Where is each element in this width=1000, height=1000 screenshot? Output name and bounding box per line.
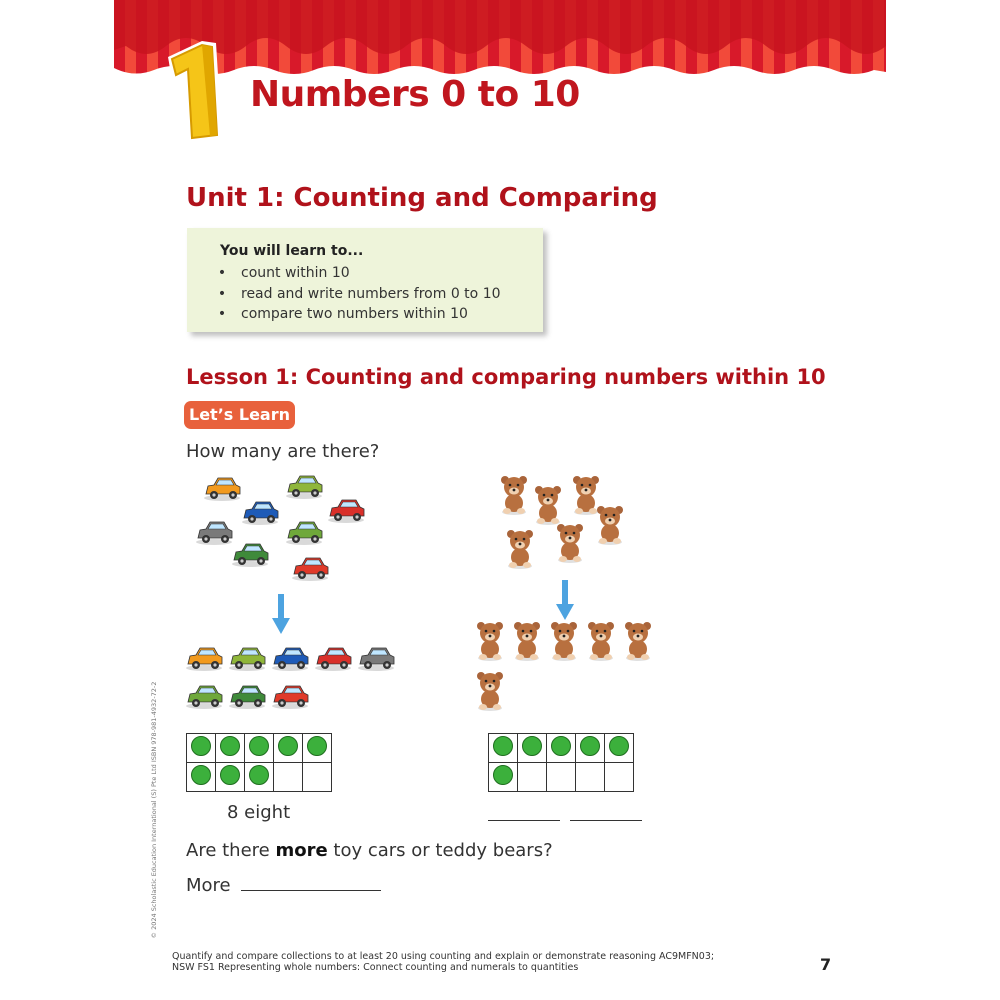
counter-dot: [307, 736, 327, 756]
scattered-toy-cars-illustration: [192, 470, 372, 590]
scattered-teddy-bears-illustration: [498, 474, 638, 584]
toy-car-icon: [286, 476, 322, 499]
teddy-bear-icon: [477, 622, 503, 661]
chapter-number-badge: [154, 35, 234, 145]
ten-frame-bears: [488, 733, 634, 792]
ten-frame-cell: [303, 763, 332, 792]
lesson-title: Lesson 1: Counting and comparing numbers within 10: [186, 365, 826, 389]
toy-car-icon: [328, 500, 364, 523]
toy-car-icon: [232, 544, 268, 567]
ten-frame-cell: [489, 763, 518, 792]
counter-dot: [220, 736, 240, 756]
teddy-bear-icon: [557, 524, 583, 563]
ten-frame-cell: [576, 763, 605, 792]
curriculum-footer: [172, 951, 772, 973]
arranged-toy-cars-illustration: [184, 642, 404, 718]
comparison-question: Are there more toy cars or teddy bears?: [186, 840, 553, 861]
toy-car-icon: [196, 522, 232, 545]
emphasis-more: more: [275, 840, 328, 861]
bears-word-blank[interactable]: [570, 820, 642, 821]
teddy-bear-icon: [477, 672, 503, 711]
more-answer-label: More: [186, 875, 231, 896]
learning-objectives-heading: You will learn to...: [220, 243, 364, 259]
teddy-bear-icon: [514, 622, 540, 661]
objective-item: • count within 10: [203, 263, 501, 284]
ten-frame-cars: [186, 733, 332, 792]
counter-dot: [278, 736, 298, 756]
teddy-bear-icon: [573, 476, 599, 515]
ten-frame-cell: [547, 734, 576, 763]
ten-frame-cell: [187, 734, 216, 763]
unit-title: Unit 1: Counting and Comparing: [186, 183, 658, 213]
teddy-bear-icon: [551, 622, 577, 661]
copyright-notice: © 2024 Scholastic Education International (S) Pte Ltd ISBN 978-981-4932-72-2: [150, 681, 158, 939]
bears-numeral-blank[interactable]: [488, 820, 560, 821]
page-number: 7: [820, 955, 832, 974]
workbook-page: [114, 0, 886, 1000]
toy-car-icon: [292, 558, 328, 581]
toy-car-icon: [186, 648, 222, 671]
ten-frame-cell: [274, 734, 303, 763]
counter-dot: [493, 765, 513, 785]
ten-frame-cell: [187, 763, 216, 792]
counting-question: How many are there?: [186, 441, 380, 462]
counter-dot: [580, 736, 600, 756]
counter-dot: [220, 765, 240, 785]
footer-line: Quantify and compare collections to at least 20 using counting and explain or demonstrate reasoning AC9MFN03;: [172, 951, 715, 962]
teddy-bear-icon: [597, 506, 623, 545]
counter-dot: [522, 736, 542, 756]
counter-dot: [191, 736, 211, 756]
toy-car-icon: [315, 648, 351, 671]
ten-frame-cell: [518, 763, 547, 792]
toy-car-icon: [272, 686, 308, 709]
toy-car-icon: [242, 502, 278, 525]
ten-frame-cell: [216, 734, 245, 763]
ten-frame-cell: [576, 734, 605, 763]
counter-dot: [609, 736, 629, 756]
lets-learn-badge: Let’s Learn: [184, 401, 295, 429]
learning-objectives-list: [203, 263, 501, 325]
teddy-bear-icon: [625, 622, 651, 661]
toy-car-icon: [272, 648, 308, 671]
counter-dot: [249, 765, 269, 785]
teddy-bear-icon: [501, 476, 527, 515]
ten-frame-cell: [605, 734, 634, 763]
ten-frame-cell: [245, 734, 274, 763]
toy-car-icon: [358, 648, 394, 671]
chapter-title: Numbers 0 to 10: [250, 74, 580, 115]
toy-car-icon: [229, 686, 265, 709]
ten-frame-cell: [489, 734, 518, 763]
ten-frame-cell: [547, 763, 576, 792]
toy-car-icon: [286, 522, 322, 545]
arranged-teddy-bears-illustration: [474, 620, 664, 720]
down-arrow-icon: [556, 580, 574, 620]
teddy-bear-icon: [535, 486, 561, 525]
ten-frame-cell: [274, 763, 303, 792]
teddy-bear-icon: [507, 530, 533, 569]
down-arrow-icon: [272, 594, 290, 634]
objective-item: • compare two numbers within 10: [203, 304, 501, 325]
ten-frame-cell: [303, 734, 332, 763]
learning-objectives-box: [187, 228, 543, 332]
ten-frame-cell: [605, 763, 634, 792]
counter-dot: [493, 736, 513, 756]
more-answer-blank[interactable]: [241, 890, 381, 891]
ten-frame-cell: [518, 734, 547, 763]
counter-dot: [551, 736, 571, 756]
cars-count-answer: 8 eight: [227, 802, 291, 823]
ten-frame-cell: [245, 763, 274, 792]
ten-frame-cell: [216, 763, 245, 792]
teddy-bear-icon: [588, 622, 614, 661]
footer-line: NSW FS1 Representing whole numbers: Connect counting and numerals to quantities: [172, 962, 579, 973]
toy-car-icon: [204, 478, 240, 501]
toy-car-icon: [186, 686, 222, 709]
toy-car-icon: [229, 648, 265, 671]
counter-dot: [191, 765, 211, 785]
counter-dot: [249, 736, 269, 756]
objective-item: • read and write numbers from 0 to 10: [203, 284, 501, 305]
